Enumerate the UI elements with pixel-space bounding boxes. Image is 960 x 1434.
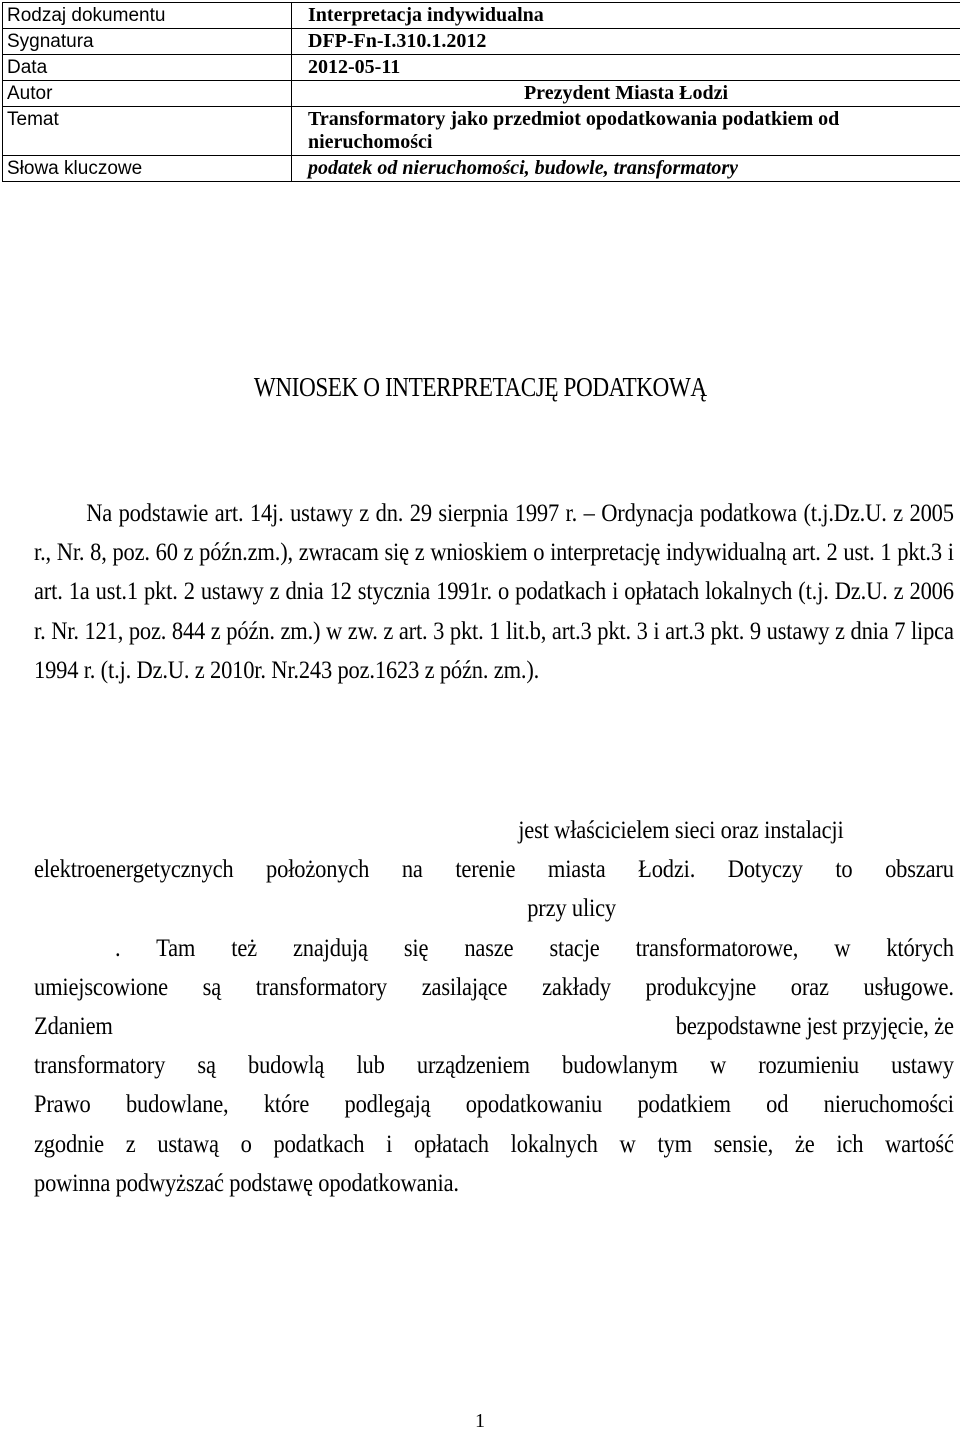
letter-paragraph-1: Na podstawie art. 14j. ustawy z dn. 29 sierpnia 1997 r. – Ordynacja podatkowa (t.j.Dz.U. z 2005 r., Nr. 8, poz. 60 z późn.zm.), zwracam się z wnioskiem o interpretację indywidualną art. 2 ust. 1 pkt.3 i art. 1a ust.1 pkt. 2 ustawy z dnia 12 stycznia 1991r. o podatkach i opłatach lokalnych (t.j. Dz.U. z 2006 r. Nr. 121, poz. 844 z późn. zm.) w zw. z art. 3 pkt. 1 lit.b, art.3 pkt. 3 i art.3 pkt. 9 ustawy z dnia 7 lipca 1994 r. (t.j. Dz.U. z 2010r. Nr.243 poz.1623 z późn. zm.). bbox=[34, 500, 954, 684]
letter-line: przy ulicy bbox=[527, 895, 617, 923]
letter-line: umiejscowione są transformatory zasilające zakłady produkcyjne oraz usługowe. bbox=[34, 973, 954, 1001]
letter-line: powinna podwyższać podstawę opodatkowania. bbox=[34, 1169, 459, 1197]
letter-line: transformatory są budowlą lub urządzeniem budowlanym w rozumieniu ustawy bbox=[34, 1052, 954, 1080]
meta-key: Słowa kluczowe bbox=[3, 156, 292, 182]
meta-key: Autor bbox=[3, 81, 292, 107]
letter-line-split bbox=[34, 1007, 954, 1046]
meta-value: Interpretacja indywidualna bbox=[292, 3, 960, 29]
meta-key: Data bbox=[3, 55, 292, 81]
letter-line-part: Zdaniem bbox=[34, 1012, 113, 1040]
meta-key: Temat bbox=[3, 107, 292, 156]
letter-line: jest właścicielem sieci oraz instalacji bbox=[518, 817, 844, 844]
letter-line: . Tam też znajdują się nasze stacje transformatorowe, w których bbox=[115, 934, 954, 962]
letter-line-part: bezpodstawne jest przyjęcie, że bbox=[675, 1012, 954, 1040]
meta-row-keywords bbox=[3, 156, 960, 182]
meta-value: Transformatory jako przedmiot opodatkowania podatkiem od nieruchomości bbox=[292, 107, 960, 156]
letter-title bbox=[0, 372, 960, 403]
letter-paragraph-2 bbox=[34, 811, 954, 1203]
meta-row-subject bbox=[3, 107, 960, 156]
letter-line: zgodnie z ustawą o podatkach i opłatach lokalnych w tym sensie, że ich wartość bbox=[34, 1130, 954, 1158]
meta-value: podatek od nieruchomości, budowle, transformatory bbox=[292, 156, 960, 182]
page-number: 1 bbox=[475, 1410, 485, 1432]
meta-value: DFP-Fn-I.310.1.2012 bbox=[292, 29, 960, 55]
letter-line: elektroenergetycznych położonych na terenie miasta Łodzi. Dotyczy to obszaru bbox=[34, 856, 954, 884]
meta-key: Sygnatura bbox=[3, 29, 292, 55]
meta-row-author bbox=[3, 81, 960, 107]
meta-row-date bbox=[3, 55, 960, 81]
meta-key: Rodzaj dokumentu bbox=[3, 3, 292, 29]
meta-value: Prezydent Miasta Łodzi bbox=[292, 81, 960, 107]
letter-line: Prawo budowlane, które podlegają opodatkowaniu podatkiem od nieruchomości bbox=[34, 1091, 954, 1119]
meta-row-type bbox=[3, 3, 960, 29]
letter-title-text: WNIOSEK O INTERPRETACJĘ PODATKOWĄ bbox=[253, 372, 707, 402]
meta-row-signature bbox=[3, 29, 960, 55]
meta-value: 2012-05-11 bbox=[292, 55, 960, 81]
metadata-table bbox=[2, 2, 960, 182]
